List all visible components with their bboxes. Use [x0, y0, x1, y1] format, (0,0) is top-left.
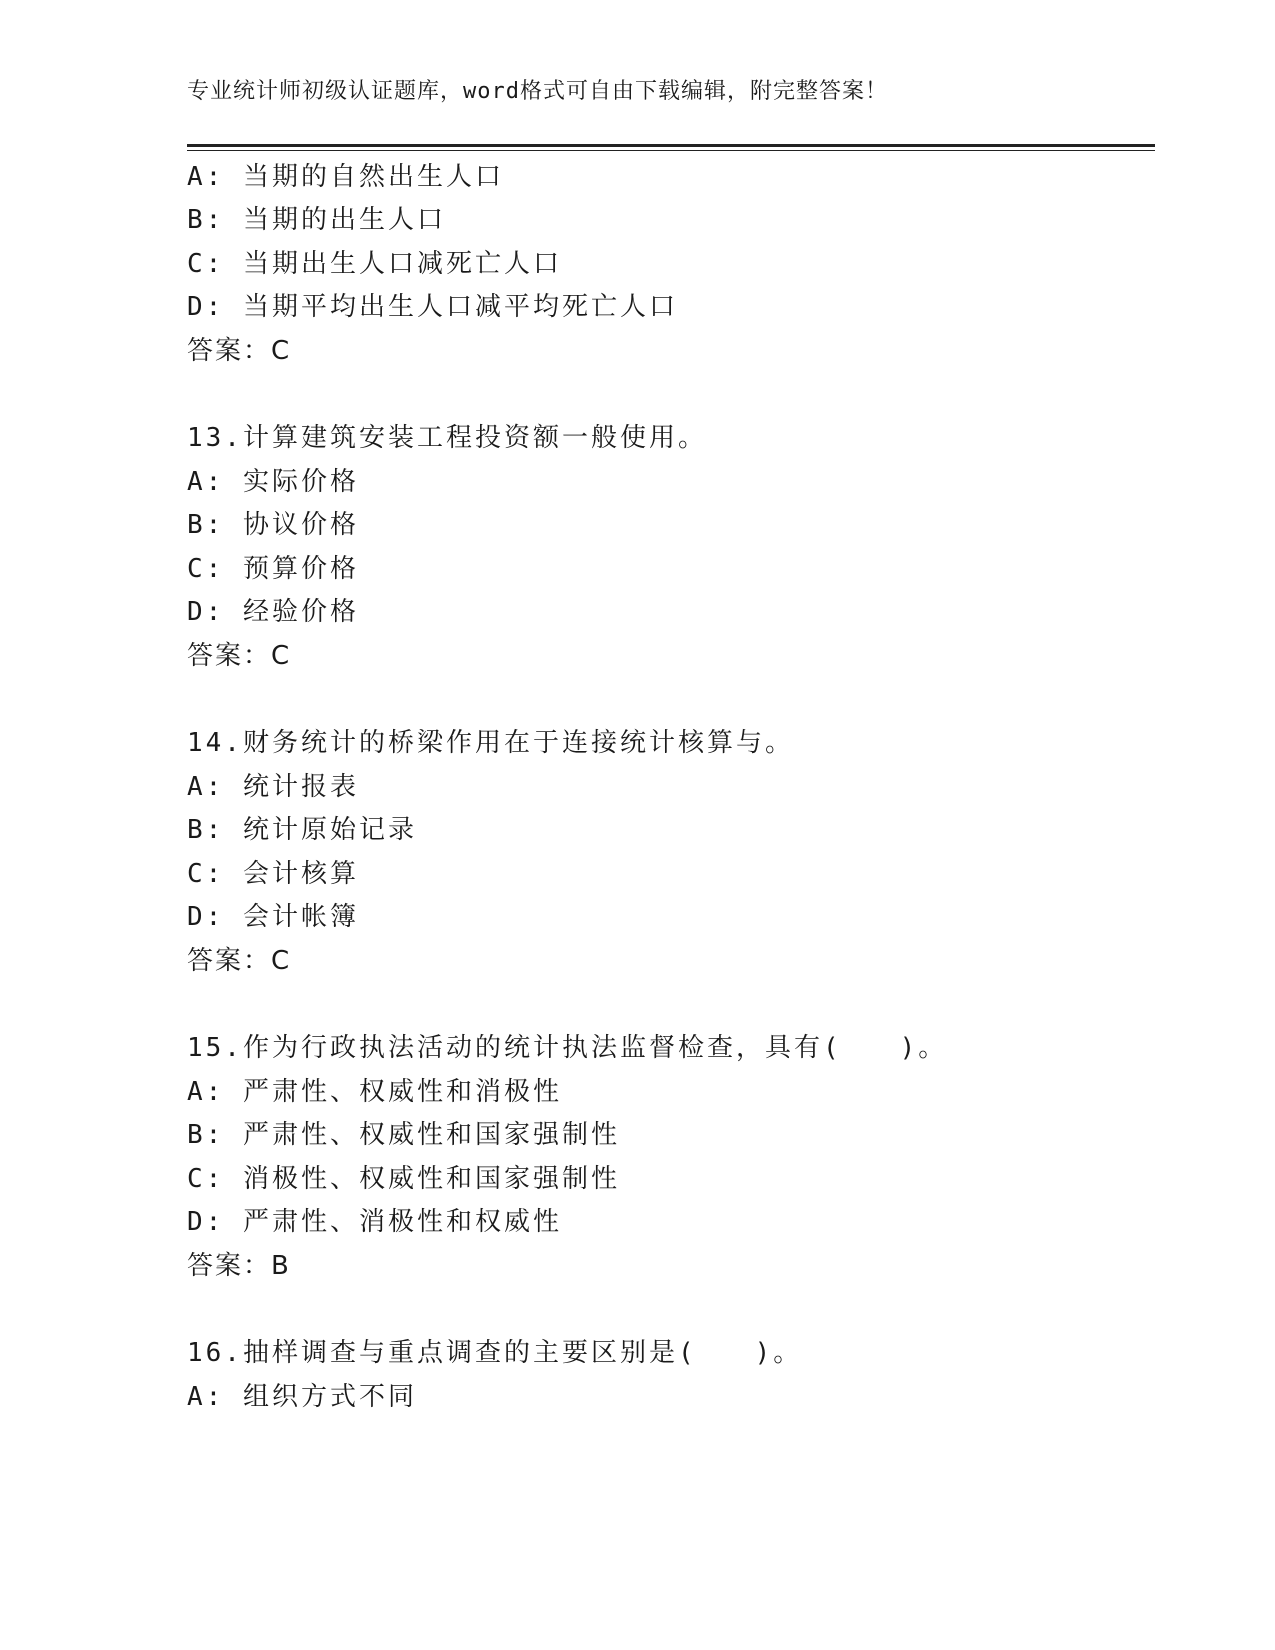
option-d: D: 当期平均出生人口减平均死亡人口	[187, 292, 678, 322]
option-c: C: 当期出生人口减死亡人口	[187, 249, 562, 279]
option-d: D: 会计帐簿	[187, 902, 359, 932]
header-rule-thin	[187, 150, 1155, 151]
option-a: A: 实际价格	[187, 467, 359, 497]
option-a: A: 当期的自然出生人口	[187, 162, 504, 192]
answer: 答案：C	[187, 336, 292, 366]
answer: 答案：C	[187, 946, 292, 976]
header-text: 专业统计师初级认证题库，word格式可自由下载编辑，附完整答案！	[187, 79, 888, 104]
question-text: 14.财务统计的桥梁作用在于连接统计核算与。	[187, 728, 794, 758]
option-d: D: 经验价格	[187, 597, 359, 627]
option-c: C: 消极性、权威性和国家强制性	[187, 1164, 620, 1194]
option-a: A: 统计报表	[187, 772, 359, 802]
option-b: B: 当期的出生人口	[187, 205, 446, 235]
answer: 答案：B	[187, 1251, 291, 1281]
question-text: 16.抽样调查与重点调查的主要区别是( )。	[187, 1338, 803, 1368]
option-c: C: 预算价格	[187, 554, 359, 584]
question-text: 13.计算建筑安装工程投资额一般使用。	[187, 423, 707, 453]
option-c: C: 会计核算	[187, 859, 359, 889]
option-a: A: 组织方式不同	[187, 1382, 417, 1412]
option-d: D: 严肃性、消极性和权威性	[187, 1207, 562, 1237]
option-b: B: 严肃性、权威性和国家强制性	[187, 1120, 620, 1150]
option-a: A: 严肃性、权威性和消极性	[187, 1077, 562, 1107]
question-text: 15.作为行政执法活动的统计执法监督检查，具有( )。	[187, 1033, 948, 1063]
option-b: B: 协议价格	[187, 510, 359, 540]
header-rule-thick	[187, 144, 1155, 147]
answer: 答案：C	[187, 641, 292, 671]
option-b: B: 统计原始记录	[187, 815, 417, 845]
